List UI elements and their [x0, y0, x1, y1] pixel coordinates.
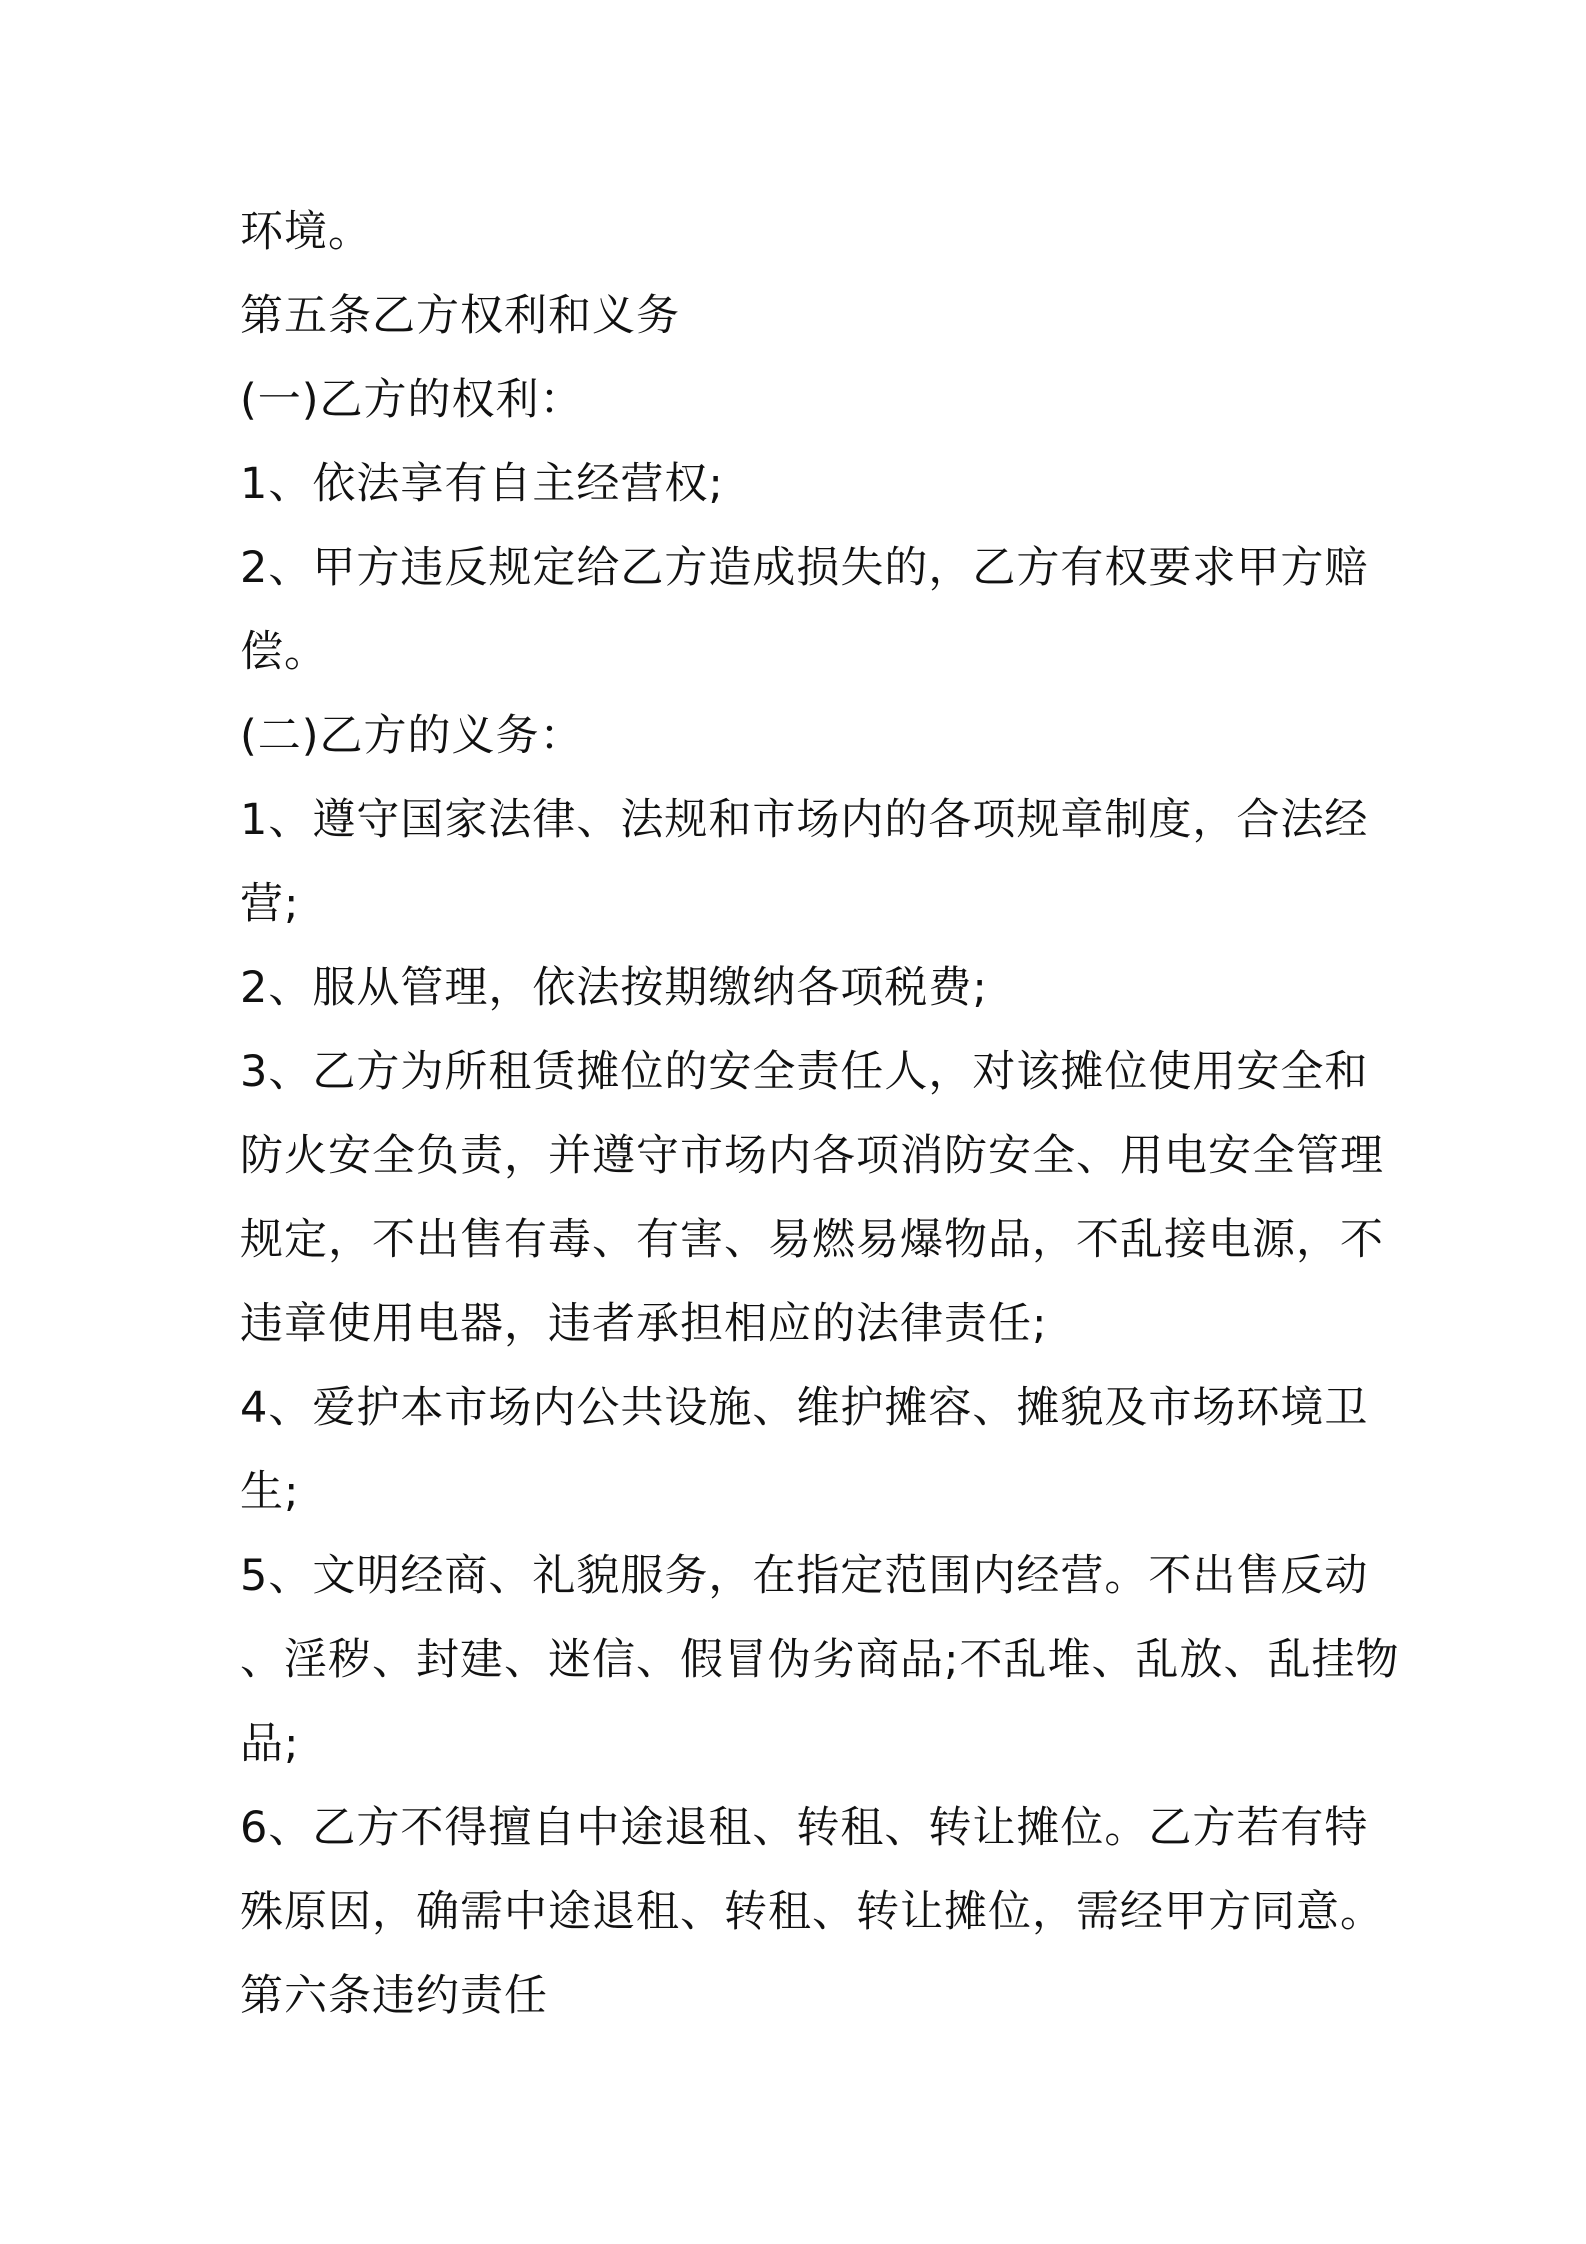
text-line: 殊原因，确需中途退租、转租、转让摊位，需经甲方同意。	[240, 1887, 1384, 1937]
section-heading-article-6: 第六条违约责任	[240, 1971, 548, 2021]
text-line: 违章使用电器，违者承担相应的法律责任;	[240, 1299, 1048, 1349]
text-line: 环境。	[240, 207, 372, 257]
section-heading-article-5: 第五条乙方权利和义务	[240, 291, 680, 341]
document-body	[240, 190, 1400, 2038]
text-line: 生;	[240, 1467, 300, 1517]
text-line: 3、乙方为所租赁摊位的安全责任人，对该摊位使用安全和	[240, 1047, 1369, 1097]
text-line: 5、文明经商、礼貌服务，在指定范围内经营。不出售反动	[240, 1551, 1369, 1601]
text-line: 防火安全负责，并遵守市场内各项消防安全、用电安全管理	[240, 1131, 1384, 1181]
text-line: 1、依法享有自主经营权;	[240, 459, 724, 509]
text-line: 规定，不出售有毒、有害、易燃易爆物品，不乱接电源，不	[240, 1215, 1384, 1265]
subsection-heading-rights: (一)乙方的权利：	[240, 375, 584, 425]
text-line: 品;	[240, 1719, 300, 1769]
text-line: 4、爱护本市场内公共设施、维护摊容、摊貌及市场环境卫	[240, 1383, 1369, 1433]
text-line: 营;	[240, 879, 300, 929]
text-line: 、淫秽、封建、迷信、假冒伪劣商品;不乱堆、乱放、乱挂物	[240, 1635, 1400, 1685]
text-line: 2、甲方违反规定给乙方造成损失的，乙方有权要求甲方赔	[240, 543, 1369, 593]
text-line: 2、服从管理，依法按期缴纳各项税费;	[240, 963, 988, 1013]
text-line: 6、乙方不得擅自中途退租、转租、转让摊位。乙方若有特	[240, 1803, 1369, 1853]
text-line: 1、遵守国家法律、法规和市场内的各项规章制度，合法经	[240, 795, 1369, 845]
text-line: 偿。	[240, 627, 328, 677]
subsection-heading-obligations: (二)乙方的义务：	[240, 711, 584, 761]
